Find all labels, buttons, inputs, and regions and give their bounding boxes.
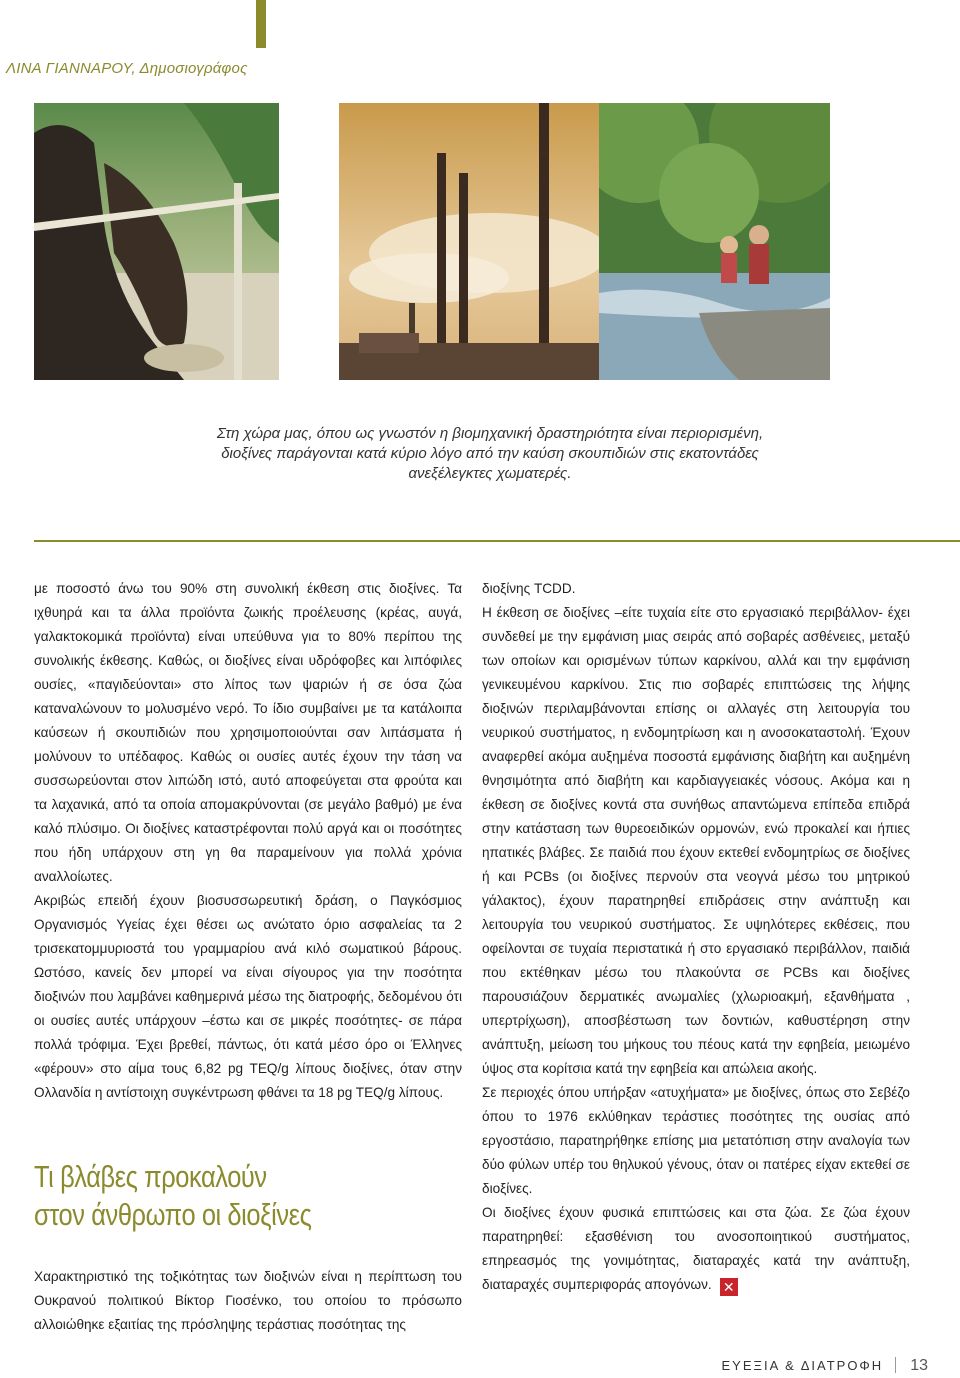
section-divider [34,540,960,542]
paragraph: διοξίνης TCDD. [482,581,576,596]
river-children-photo [599,103,830,380]
heading-line: Τι βλάβες προκαλούν [34,1159,267,1194]
paragraph: Ακριβώς επειδή έχουν βιοσυσσωρευτική δράση, ο Παγκόσμιος Οργανισμός Υγείας έχει θέσει ως ανώτατο όριο ασφαλείας τα 2 τρισεκατομμυριοστά του γραμμαρίου ανά κιλό σωματικού βάρους. Ωστόσο, κανείς δεν μπορεί να είναι σίγουρος για την ποσότητα διοξινών που λαμβάνει καθημερινά μέσω της διατροφής, δεδομένου ότι οι ουσίες αυτές υπάρχουν –έστω και σε μικρές ποσότητες- σε πάρα πολλά τρόφιμα. Έχει βρεθεί, πάντως, ότι κατά μέσο όρο οι Έλληνες «φέρουν» στο αίμα τους 6,82 pg TEQ/g λίπους διοξίνες, όταν στην Ολλανδία η αντίστοιχη συγκέντρωση φθάνει τα 18 pg TEQ/g λίπους. [34,893,462,1100]
paragraph: Οι διοξίνες έχουν φυσικά επιπτώσεις και στα ζώα. Σε ζώα έχουν παρατηρηθεί: εξασθένιση του ανοσοποιητικού συστήματος, επηρεασμός της γονιμότητας, διαταραχές κατά την ανάπτυξη, διαταραχές συμπεριφοράς απογόνων. ✕ [482,1205,910,1295]
photo-caption: Στη χώρα μας, όπου ως γνωστόν η βιομηχανική δραστηριότητα είναι περιορισμένη, διοξίνες παράγονται κατά κύριο λόγο από την καύση σκουπιδιών στις εκατοντάδες ανεξέλεγκτες χωματερές. [216,425,764,482]
paragraph: με ποσοστό άνω του 90% στη συνολική έκθεση στις διοξίνες. Τα ιχθυηρά και τα άλλα προϊόντα ζωικής προέλευσης (κρέας, αυγά, γαλακτοκομικά προϊόντα) είναι υπεύθυνα για το 80% περίπου της συνολικής έκθεσης. Καθώς, οι διοξίνες είναι υδρόφοβες και λιπόφιλες ουσίες, «παγιδεύονται» στο λίπος των ψαριών ή σε όσα ζώα καταναλώνουν το μολυσμένο νερό. Το ίδιο συμβαίνει με τα κατάλοιπα καύσεων ή σκουπιδιών που χρησιμοποιούνται σαν λιπάσματα ή μολύνουν το υπέδαφος. Καθώς οι ουσίες αυτές έχουν την τάση να συσσωρεύονται στον λιπώδη ιστό, αυτό αποφεύγεται στα φρούτα και τα λαχανικά, από τα οποία απομακρύνονται (σε μεγάλο βαθμό) με ένα καλό πλύσιμο. Οι διοξίνες καταστρέφονται πολύ αργά και οι ποσότητες που ήδη υπάρχουν στη γη θα παραμείνουν για πολλά χρόνια αναλλοίωτες. [34,581,462,884]
header-accent-bar [256,0,266,48]
paragraph: Σε περιοχές όπου υπήρξαν «ατυχήματα» με διοξίνες, όπως στο Σεβέζο όπου το 1976 εκλύθηκαν τεράστιες ποσότητες της ουσίας από εργοστάσιο, παρατηρήθηκε επίσης μια μετατόπιση στην αναλογία των δύο φύλων υπέρ του θηλυκού γένους, όταν οι πατέρες είχαν εκτεθεί σε διοξίνες. [482,1085,910,1196]
right-column [482,577,910,1297]
footer-section-title: ΕΥΕΞΙΑ & ΔΙΑΤΡΟΦΗ [721,1358,884,1373]
paragraph: Χαρακτηριστικό της τοξικότητας των διοξινών είναι η περίπτωση του Ουκρανού πολιτικού Βίκτορ Γιοσένκο, του οποίου το πρόσωπο αλλοιώθηκε εξαιτίας της πρόσληψης τεράστιας ποσότητας της [34,1269,462,1332]
calf-photo [34,103,279,380]
footer-separator [895,1357,896,1373]
author-byline: ΛΙΝΑ ΓΙΑΝΝΑΡΟΥ, Δημοσιογράφος [6,60,248,77]
heading-line: στον άνθρωπο οι διοξίνες [34,1197,312,1232]
smokestacks-photo [339,103,606,380]
left-column-continued [34,1265,462,1337]
section-heading [34,1158,378,1234]
left-column [34,577,462,1105]
page-number: 13 [910,1357,928,1374]
end-of-article-icon: ✕ [720,1278,738,1296]
page-footer [722,1357,929,1375]
paragraph: Η έκθεση σε διοξίνες –είτε τυχαία είτε στο εργασιακό περιβάλλον- έχει συνδεθεί με την εμφάνιση μιας σειράς από σοβαρές ασθένειες, μεταξύ των οποίων και ορισμένων τύπων καρκίνου, αλλά και την εμφάνιση γενικευμένου καρκίνου. Στις πιο σοβαρές επιπτώσεις της λήψης διοξινών περιλαμβάνονται επίσης οι αλλαγές στη λειτουργία του νευρικού συστήματος, η ενδομητρίωση και η ανοσοκαταστολή. Έχουν αναφερθεί ακόμα αυξημένα ποσοστά εμφάνισης διαβήτη και αυξημένη θνησιμότητα από διαβήτη και καρδιαγγειακές νόσους. Ακόμα και η έκθεση σε διοξίνες κοντά στα συνήθως απαντώμενα επίπεδα επιδρά στην κατάσταση των θυρεοειδικών ορμονών, ενώ προκαλεί και ήπιες ηπατικές βλάβες. Σε παιδιά που έχουν εκτεθεί ενδομητρίως σε διοξίνες ή και PCBs (οι διοξίνες περνούν στα νεογνά μέσω του μητρικού γάλακτος), έχουν παρατηρηθεί επιδράσεις στην ανάπτυξη και λειτουργία του νευρικού συστήματος. Σε υψηλότερες εκθέσεις, που οφείλονται σε τυχαία περιστατικά ή στο εργασιακό περιβάλλον, παιδιά που εκτέθηκαν μέσω του πλακούντα σε PCBs και διοξίνες παρουσιάζουν δερματικές ανωμαλίες (χλωριοακμή, εξανθήματα , υπερτρίχωση), αποσβέστωση των δοντιών, καθυστέρηση στην ανάπτυξη, μείωση του μήκους του πέους κατά την εφηβεία, μειωμένο ύψος στα κορίτσια κατά την εφηβεία και απώλεια ακοής. [482,605,910,1076]
